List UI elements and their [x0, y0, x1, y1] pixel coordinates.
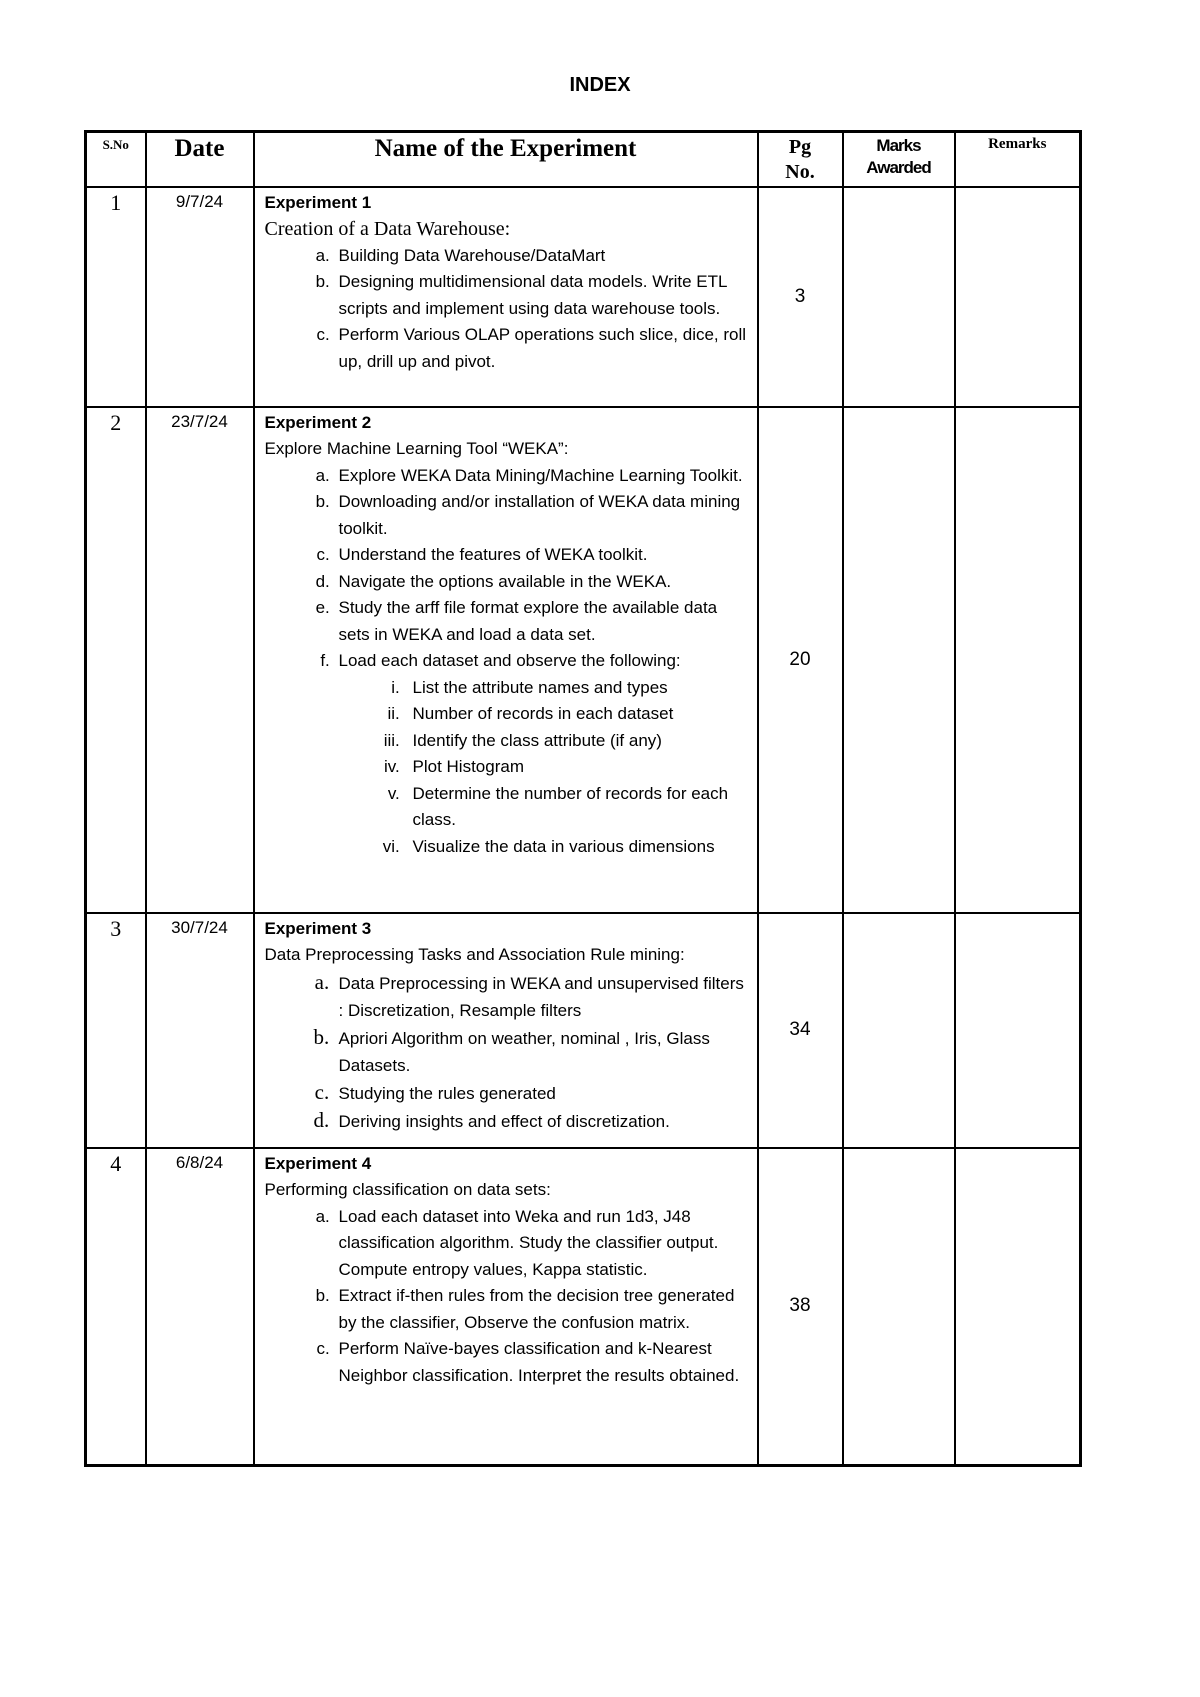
- list-item: b. Apriori Algorithm on weather, nominal , Iris, Glass Datasets.: [335, 1024, 751, 1079]
- header-name: Name of the Experiment: [254, 132, 758, 187]
- row-experiment: [254, 407, 758, 913]
- list-subitem: v. Determine the number of records for each class.: [405, 781, 751, 834]
- index-table: [84, 130, 1082, 1467]
- row-marks: [843, 187, 955, 407]
- row-marks: [843, 1148, 955, 1466]
- list-item: b. Designing multidimensional data models. Write ETL scripts and implement using data warehouse tools.: [335, 269, 751, 322]
- list-subitem: iv. Plot Histogram: [405, 754, 751, 781]
- page-title: INDEX: [569, 74, 631, 96]
- row-date: 30/7/24: [146, 913, 254, 1148]
- list-subitem: vi. Visualize the data in various dimensions: [405, 834, 751, 861]
- list-item: a. Load each dataset into Weka and run 1d3, J48 classification algorithm. Study the classifier output. Compute entropy values, Kappa statistic.: [335, 1204, 751, 1284]
- row-experiment: [254, 913, 758, 1148]
- row-marks: [843, 407, 955, 913]
- header-marks-awarded: [843, 132, 955, 187]
- row-sno: 3: [86, 913, 146, 1148]
- table-row: [86, 187, 1081, 407]
- row-remarks: [955, 1148, 1081, 1466]
- table-row: [86, 913, 1081, 1148]
- row-remarks: [955, 913, 1081, 1148]
- list-item: c. Studying the rules generated: [335, 1079, 751, 1107]
- list-item: d. Deriving insights and effect of discretization.: [335, 1107, 751, 1135]
- header-pg-line2: No.: [785, 161, 815, 183]
- list-item: a. Building Data Warehouse/DataMart: [335, 243, 751, 270]
- list-item: e. Study the arff file format explore the available data sets in WEKA and load a data set.: [335, 595, 751, 648]
- row-remarks: [955, 407, 1081, 913]
- header-remarks: Remarks: [955, 132, 1081, 187]
- list-item: a. Data Preprocessing in WEKA and unsupervised filters : Discretization, Resample filters: [335, 969, 751, 1024]
- experiment-title: Experiment 3: [264, 918, 372, 938]
- experiment-items: [265, 969, 751, 1135]
- header-marks-line1: Marks: [876, 136, 921, 155]
- list-item: a. Explore WEKA Data Mining/Machine Learning Toolkit.: [335, 463, 751, 490]
- row-sno: 1: [86, 187, 146, 407]
- table-row: [86, 1148, 1081, 1466]
- experiment-items: [265, 463, 751, 675]
- row-experiment: [254, 187, 758, 407]
- experiment-subitems: [265, 675, 751, 861]
- row-page: 38: [758, 1148, 843, 1466]
- row-date: 6/8/24: [146, 1148, 254, 1466]
- row-experiment: [254, 1148, 758, 1466]
- table-row: [86, 407, 1081, 913]
- experiment-title: Experiment 2: [264, 412, 372, 432]
- row-marks: [843, 913, 955, 1148]
- list-subitem: iii. Identify the class attribute (if any): [405, 728, 751, 755]
- experiment-description: Data Preprocessing Tasks and Association Rule mining:: [264, 945, 685, 964]
- list-item: b. Downloading and/or installation of WEKA data mining toolkit.: [335, 489, 751, 542]
- list-item: c. Understand the features of WEKA toolkit.: [335, 542, 751, 569]
- list-subitem: ii. Number of records in each dataset: [405, 701, 751, 728]
- row-sno: 4: [86, 1148, 146, 1466]
- list-item: f. Load each dataset and observe the following:: [335, 648, 751, 675]
- list-item: b. Extract if-then rules from the decision tree generated by the classifier, Observe the confusion matrix.: [335, 1283, 751, 1336]
- list-item: d. Navigate the options available in the WEKA.: [335, 569, 751, 596]
- row-page: 3: [758, 187, 843, 407]
- list-item: c. Perform Various OLAP operations such slice, dice, roll up, drill up and pivot.: [335, 322, 751, 375]
- experiment-description: Performing classification on data sets:: [264, 1180, 551, 1199]
- experiment-title: Experiment 4: [264, 1153, 372, 1173]
- row-remarks: [955, 187, 1081, 407]
- header-sno: S.No: [86, 132, 146, 187]
- experiment-description: Explore Machine Learning Tool “WEKA”:: [264, 439, 569, 458]
- list-subitem: i. List the attribute names and types: [405, 675, 751, 702]
- experiment-items: [265, 243, 751, 376]
- experiment-items: [265, 1204, 751, 1390]
- header-pg-line1: Pg: [788, 136, 812, 158]
- list-item: c. Perform Naïve-bayes classification and k-Nearest Neighbor classification. Interpret the results obtained.: [335, 1336, 751, 1389]
- experiment-description: Creation of a Data Warehouse:: [264, 218, 511, 240]
- row-date: 23/7/24: [146, 407, 254, 913]
- row-date: 9/7/24: [146, 187, 254, 407]
- header-page-number: [758, 132, 843, 187]
- row-page: 34: [758, 913, 843, 1148]
- header-date: Date: [146, 132, 254, 187]
- row-sno: 2: [86, 407, 146, 913]
- row-page: 20: [758, 407, 843, 913]
- header-row: [86, 132, 1081, 187]
- experiment-title: Experiment 1: [264, 192, 372, 212]
- header-marks-line2: Awarded: [866, 158, 931, 177]
